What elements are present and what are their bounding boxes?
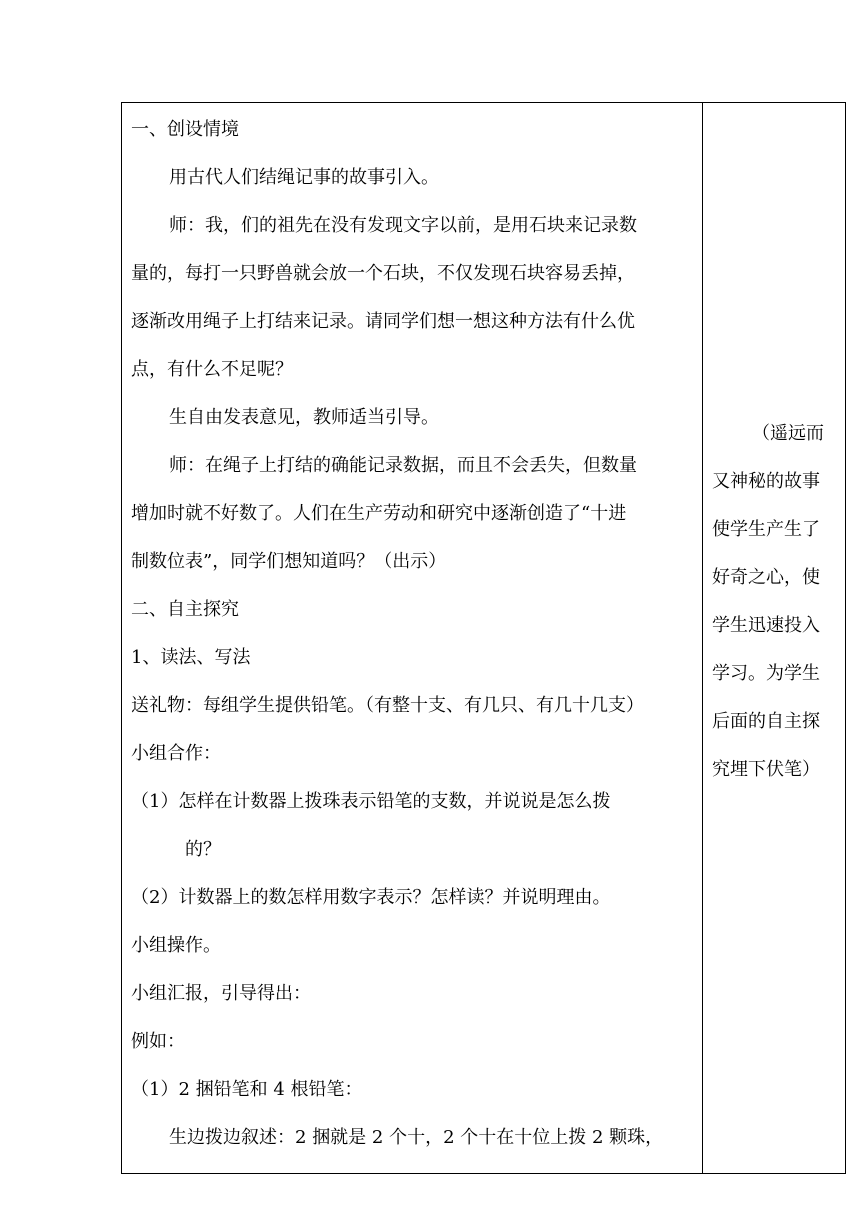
note-line: 后面的自主探 [712,711,820,732]
text-line: 点，有什么不足呢？ [131,359,293,380]
text-line: 增加时就不好数了。人们在生产劳动和研究中逐渐创造了“十进 [131,503,627,524]
text-line: 例如： [131,1031,185,1052]
section-heading: 二、自主探究 [131,599,239,620]
table-row [122,103,846,1174]
lesson-plan-table [121,102,846,1174]
note-line: 学生迅速投入 [712,615,820,636]
text-line: 师：我，们的祖先在没有发现文字以前，是用石块来记录数 [169,215,637,236]
text-line: 制数位表”，同学们想知道吗？（出示） [131,551,447,572]
text-line: 小组合作： [131,743,221,764]
text-line: 生边拨边叙述：2 捆就是 2 个十，2 个十在十位上拨 2 颗珠， [169,1127,664,1148]
text-line: 小组操作。 [131,935,221,956]
text-line: 逐渐改用绳子上打结来记录。请同学们想一想这种方法有什么优 [131,311,635,332]
note-line: 好奇之心，使 [712,567,820,588]
text-line: 送礼物：每组学生提供铅笔。（有整十支、有几只、有几十几支） [131,695,644,716]
note-line: 究埋下伏笔） [712,759,820,780]
list-item: （2）计数器上的数怎样用数字表示？怎样读？并说明理由。 [131,887,611,908]
teaching-process-cell [122,103,703,1174]
text-line: 师：在绳子上打结的确能记录数据，而且不会丢失，但数量 [169,455,637,476]
list-item-continuation: 的？ [185,839,221,860]
note-line: （遥远而 [752,423,824,444]
text-line: 用古代人们结绳记事的故事引入。 [169,167,439,188]
list-item: （1）2 捆铅笔和 4 根铅笔： [131,1079,363,1100]
subsection-heading: 1、读法、写法 [131,647,251,668]
design-intent-cell [703,103,846,1174]
text-line: 量的，每打一只野兽就会放一个石块，不仅发现石块容易丢掉， [131,263,635,284]
list-item: （1）怎样在计数器上拨珠表示铅笔的支数，并说说是怎么拨 [131,791,611,812]
text-line: 小组汇报，引导得出： [131,983,311,1004]
note-line: 使学生产生了 [712,519,820,540]
note-line: 学习。为学生 [712,663,820,684]
text-line: 生自由发表意见，教师适当引导。 [169,407,439,428]
section-heading: 一、创设情境 [131,119,239,140]
note-line: 又神秘的故事 [712,471,820,492]
